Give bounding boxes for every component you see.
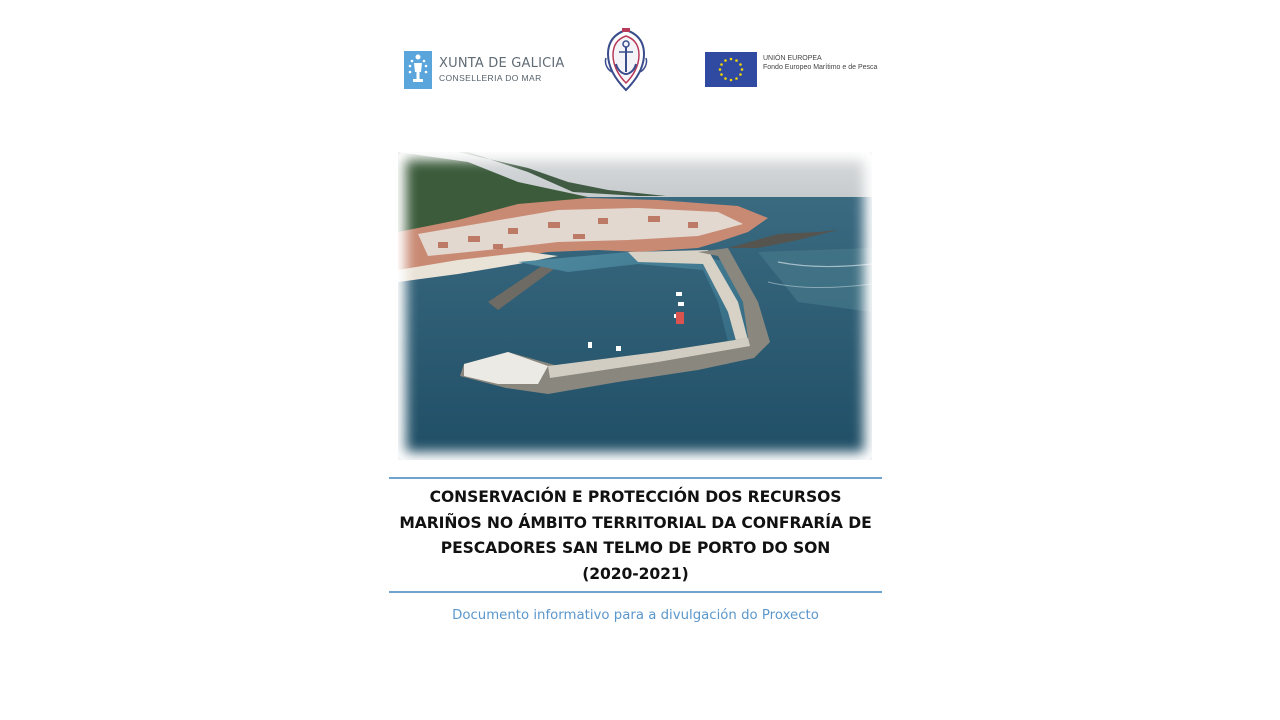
document-subtitle: Documento informativo para a divulgación do Proxecto xyxy=(452,608,819,623)
title-line: MARIÑOS NO ÁMBITO TERRITORIAL DA CONFRARÍA DE xyxy=(399,513,872,532)
header-logos xyxy=(0,0,1280,100)
title-line: PESCADORES SAN TELMO DE PORTO DO SON xyxy=(440,539,831,557)
galicia-coat-of-arms-icon xyxy=(404,51,432,89)
title-top-rule xyxy=(389,477,882,479)
document-title xyxy=(389,485,882,587)
xunta-name: XUNTA DE GALICIA xyxy=(439,55,565,71)
anchor-seal-icon xyxy=(602,28,650,92)
title-bottom-rule xyxy=(389,591,882,593)
european-union-logo xyxy=(705,52,881,87)
xunta-de-galicia-logo xyxy=(404,51,565,89)
eu-name: UNIÓN EUROPEA xyxy=(763,55,822,62)
title-line: (2020-2021) xyxy=(582,564,689,583)
eu-fund: Fondo Europeo Marítimo e de Pesca xyxy=(763,63,878,71)
eu-flag-icon xyxy=(705,52,757,87)
aerial-harbour-photo xyxy=(398,152,872,460)
xunta-department: CONSELLERIA DO MAR xyxy=(439,72,542,83)
title-line: CONSERVACIÓN E PROTECCIÓN DOS RECURSOS xyxy=(429,488,842,506)
